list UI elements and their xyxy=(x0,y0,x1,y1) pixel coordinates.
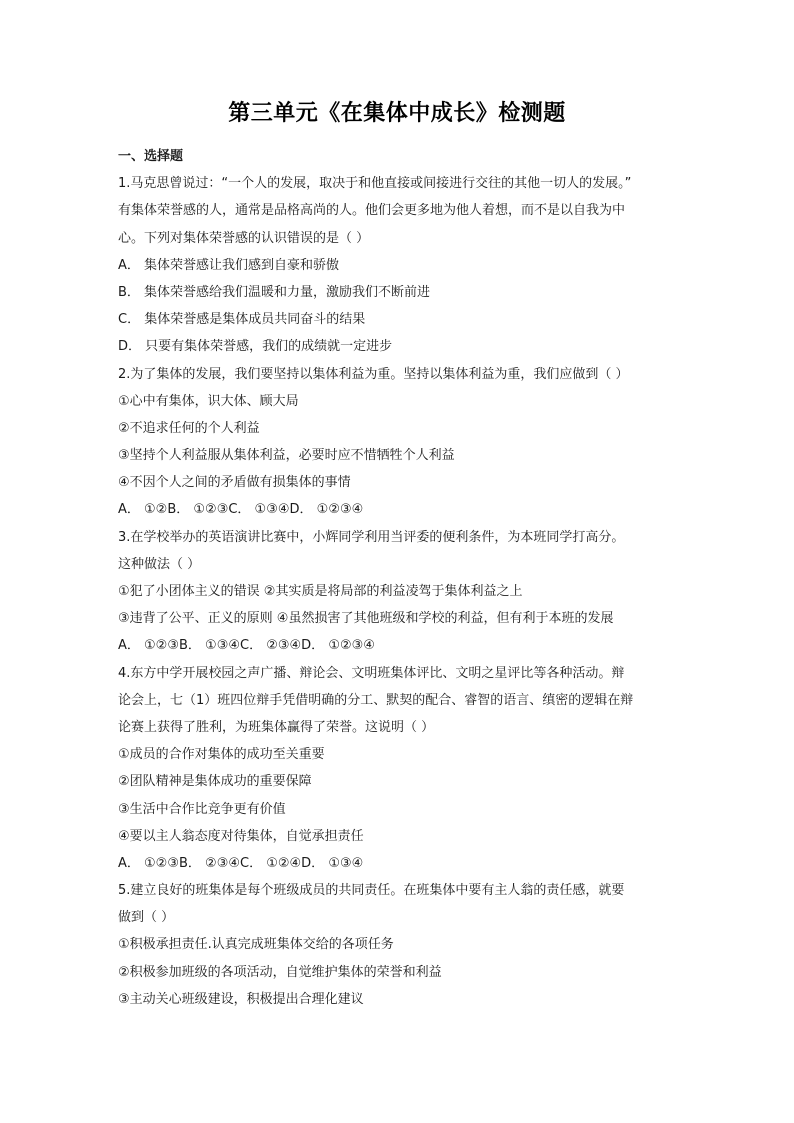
answer-options-line: A． ①②③B． ①③④C． ②③④D． ①②③④ xyxy=(118,638,375,654)
answer-options-line: A． ①②B． ①②③C． ①③④D． ①②③④ xyxy=(118,502,364,518)
statement-line: ①成员的合作对集体的成功至关重要 xyxy=(118,747,325,763)
statement-line: ③生活中合作比竞争更有价值 xyxy=(118,801,286,817)
text-line: 1.马克思曾说过：“一个人的发展，取决于和他直接或间接进行交往的其他一切人的发展。” xyxy=(118,176,632,192)
document-title: 第三单元《在集体中成长》检测题 xyxy=(228,100,566,126)
text-line: 4.东方中学开展校园之声广播、辩论会、文明班集体评比、文明之星评比等各种活动。辩 xyxy=(118,665,625,681)
statement-line: ②积极参加班级的各项活动，自觉维护集体的荣誉和利益 xyxy=(118,964,442,980)
text-line: 论赛上获得了胜利，为班集体赢得了荣誉。这说明（ ） xyxy=(118,719,435,735)
option-line: A． 集体荣誉感让我们感到自豪和骄傲 xyxy=(118,257,340,273)
option-line: B． 集体荣誉感给我们温暖和力量，激励我们不断前进 xyxy=(118,284,431,300)
text-line: 论会上，七（1）班四位辩手凭借明确的分工、默契的配合、睿智的语言、缜密的逻辑在辩 xyxy=(118,692,634,708)
text-line: 心。下列对集体荣誉感的认识错误的是（ ） xyxy=(118,230,370,246)
section-heading: 一、选择题 xyxy=(118,149,184,164)
statement-line: ③坚持个人利益服从集体利益，必要时应不惜牺牲个人利益 xyxy=(118,448,455,464)
statement-line: ③主动关心班级建设，积极提出合理化建议 xyxy=(118,991,364,1007)
statement-line: ②团队精神是集体成功的重要保障 xyxy=(118,774,312,790)
option-line: D． 只要有集体荣誉感，我们的成绩就一定进步 xyxy=(118,339,393,355)
text-line: 5.建立良好的班集体是每个班级成员的共同责任。在班集体中要有主人翁的责任感，就要 xyxy=(118,883,625,899)
text-line: 3.在学校举办的英语演讲比赛中，小辉同学利用当评委的便利条件，为本班同学打高分。 xyxy=(118,529,625,545)
statement-line: ④不因个人之间的矛盾做有损集体的事情 xyxy=(118,475,351,491)
statement-line: ④要以主人翁态度对待集体，自觉承担责任 xyxy=(118,828,364,844)
text-line: 这种做法（ ） xyxy=(118,556,201,572)
statement-line: ②不追求任何的个人利益 xyxy=(118,420,260,436)
option-line: C． 集体荣誉感是集体成员共同奋斗的结果 xyxy=(118,312,366,328)
text-line: 有集体荣誉感的人，通常是品格高尚的人。他们会更多地为他人着想，而不是以自我为中 xyxy=(118,203,626,219)
statement-line: ③违背了公平、正义的原则 ④虽然损害了其他班级和学校的利益，但有利于本班的发展 xyxy=(118,611,614,627)
text-line: 2.为了集体的发展，我们要坚持以集体利益为重。坚持以集体利益为重，我们应做到（ ） xyxy=(118,366,629,382)
text-line: 做到（ ） xyxy=(118,910,175,926)
statement-line: ①心中有集体，识大体、顾大局 xyxy=(118,393,299,409)
statement-line: ①犯了小团体主义的错误 ②其实质是将局部的利益凌驾于集体利益之上 xyxy=(118,584,523,599)
statement-line: ①积极承担责任.认真完成班集体交给的各项任务 xyxy=(118,937,394,953)
answer-options-line: A． ①②③B． ②③④C． ①②④D． ①③④ xyxy=(118,855,364,871)
document-body xyxy=(118,143,688,1013)
